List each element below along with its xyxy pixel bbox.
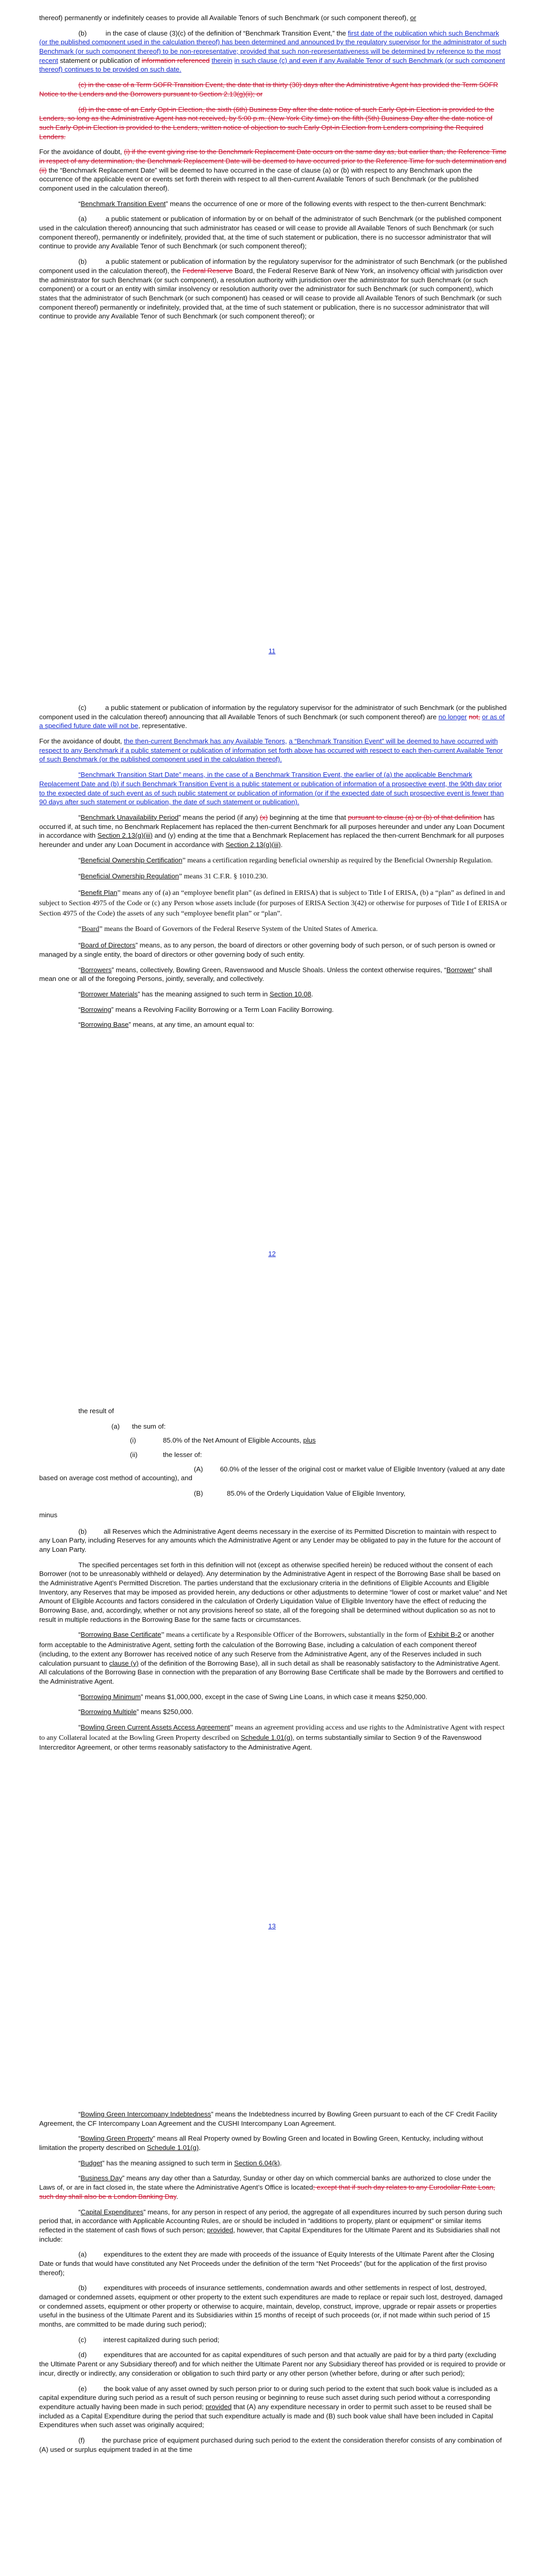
capex-clause-b: (b) expenditures with proceeds of insurance settlements, condemnation awards and other settlements in respect of lost, destroyed, damaged or condemned assets, equipment or other property to the extent such expenditures are made to replace or repair such lost, destroyed, damaged or condemned assets, equipment or other property or otherwise to acquire, maintain, develop, construct, improve, upgrade or repair assets or properties useful in the business of the Ultimate Parent and its Subsidiaries within 15 months of receipt of such proceeds (or, if not made within such period of 15 months, are committed to be made during such period);: [39, 2284, 503, 2329]
deleted-text: (x): [259, 813, 268, 821]
definition-benchmark-unavailability-period: “Benchmark Unavailability Period” means the period (if any) (x) beginning at the time that pursuant to clause (a) or (b) of that definition has occurred if, at such time, no Benchmark Replacement has replaced the then-current Benchmark for all purposes hereunder and under any Loan Document in accordance with Section 2.13(g)(iii) and (y) ending at the time that a Benchmark Replacement has replaced the then-current Benchmark for all purposes hereunder and under any Loan Document in accordance with Section 2.13(g)(iii).: [39, 813, 505, 849]
borrowing-base-minus: minus: [39, 1511, 58, 1519]
definition-board: “Board” means the Board of Governors of the Federal Reserve System of the United States of America.: [78, 925, 378, 934]
page-14-body: [39, 2110, 507, 2460]
definition-capital-expenditures: “Capital Expenditures” means, for any person in respect of any period, the aggregate of all expenditures incurred by such person during such period that, in accordance with Applicable Accounting Rules, are or should be included in “additions to property, plant or equipment” or similar items reflected in the statement of cash flows of such person; provided, however, that Capital Expenditures for the Ultimate Parent and its Subsidiaries shall not include:: [39, 2208, 502, 2243]
definition-business-day: “Business Day” means any day other than a Saturday, Sunday or other day on which commercial banks are authorized to close under the Laws of, or are in fact closed in, the state where the Administrative Agent’s Office is located; except that if such day relates to any Eurodollar Rate Loan, such day shall also be a London Banking Day.: [39, 2174, 496, 2200]
capex-clause-f: (f) the purchase price of equipment purchased during such period to the extent the consideration therefor consists of any combination of (A) used or surplus equipment traded in at the time: [39, 2436, 502, 2453]
borrowing-base-result: the result of: [78, 1407, 114, 1415]
paragraph-cessation-tail: thereof) permanently or indefinitely ceases to provide all Available Tenors of such Benchmark (or such component thereof), or: [39, 14, 417, 22]
page-12-body: [39, 703, 507, 1036]
page-number: 13: [268, 1922, 276, 1930]
clause-c-representative: (c) a public statement or publication of information by the regulatory supervisor for the administrator of such Benchmark (or the published component used in the calculation thereof) announcing that all Available Tenors of such Benchmark (or such component thereof) are no longer not, or as of a specified future date will not be, representative.: [39, 704, 507, 730]
definition-benchmark-transition-start-date: “Benchmark Transition Start Date” means, in the case of a Benchmark Transition Event, the earlier of (a) the applicable Benchmark Replacement Date and (b) if such Benchmark Transition Event is a public statement or publication of information of a prospective event, the 90th day prior to the expected date of such event as of such public statement or publication of information (or if the expected date of such prospective event is fewer than 90 days after such statement or publication, the date of such statement or publication).: [39, 771, 504, 806]
definition-beneficial-ownership-certification: “Beneficial Ownership Certification” means a certification regarding beneficial ownership as required by the Beneficial Ownership Regulation.: [78, 856, 493, 865]
clause-b-regulator: (b) a public statement or publication of information by the regulatory supervisor for the administrator of such Benchmark (or the published component used in the calculation thereof), the Federal Reserve Board, the Federal Reserve Bank of New York, an insolvency official with jurisdiction over the administrator for such Benchmark (or such component), a resolution authority with jurisdiction over the administrator for such Benchmark (or such component) or a court or an entity with similar insolvency or resolution authority over the administrator for such Benchmark (or such component), which states that the administrator of such Benchmark (or such component) has ceased or will cease to provide all Available Tenors of such Benchmark (or such component thereof) permanently or indefinitely, provided that, at the time of such statement or publication, there is no successor administrator that will continue to provide any Available Tenor of such Benchmark (or such component thereof); or: [39, 258, 507, 320]
deleted-text: (i) if the event giving rise to the Benchmark Replacement Date occurs on the same day as, but earlier than, the Reference Time in respect of any determination, the Benchmark Replacement Date will be deemed to have occurred prior to the Reference Time for such determination and (ii): [39, 148, 507, 174]
definition-borrowing-base: “Borrowing Base” means, at any time, an amount equal to:: [78, 1021, 254, 1029]
definition-borrowing: “Borrowing” means a Revolving Facility Borrowing or a Term Loan Facility Borrowing.: [78, 1005, 334, 1013]
borrowing-base-clause-B: (B) 85.0% of the Orderly Liquidation Value of Eligible Inventory,: [194, 1489, 406, 1498]
page-number: 12: [268, 1250, 276, 1258]
borrowing-base-specified-percentages: The specified percentages set forth in this definition will not (except as otherwise specified herein) be reduced without the consent of each Borrower (not to be unreasonably withheld or delayed). Any determination by the Administrative Agent in respect of the Borrowing Base shall be based on the Administrative Agent’s Permitted Discretion. The parties understand that the exclusionary criteria in the definitions of Eligible Accounts and Eligible Inventory, any Reserves that may be imposed as provided herein, any deductions or other adjustments to determine “lower of cost or market value” and Net Amount of Eligible Accounts and factors considered in the calculation of Orderly Liquidation Value of Eligible Inventory have the effect of reducing the Borrowing Base, and, accordingly, whether or not any provisions hereof so state, all of the foregoing shall be determined without duplication so as not to result in multiple reductions in the Borrowing Base for the same facts or circumstances.: [39, 1561, 507, 1623]
capex-clause-a: (a) expenditures to the extent they are made with proceeds of the issuance of Equity Interests of the Ultimate Parent after the Closing Date or funds that would have constituted any Net Proceeds under the definition of the term “Net Proceeds” (but for the application of the first proviso thereof);: [39, 2250, 494, 2277]
borrowing-base-clause-i: (i) 85.0% of the Net Amount of Eligible Accounts, plus: [130, 1436, 316, 1445]
definition-bowling-green-property: “Bowling Green Property” means all Real Property owned by Bowling Green and located in Bowling Green, Kentucky, including without limitation the property described on Schedule 1.01(g).: [39, 2134, 483, 2152]
capex-clause-d: (d) expenditures that are accounted for as capital expenditures of such person and that actually are paid for by a third party (excluding the Ultimate Parent or any Subsidiary thereof) and for which neither the Ultimate Parent nor any Subsidiary thereof has provided or is required to provide or incur, directly or indirectly, any consideration or obligation to such third party or any other person (whether before, during or after such period);: [39, 2351, 506, 2377]
inserted-text: the then-current Benchmark has any Available Tenors,: [124, 737, 287, 745]
paragraph-avoidance: For the avoidance of doubt, (i) if the event giving rise to the Benchmark Replacement Date occurs on the same day as, but earlier than, the Reference Time in respect of any determination, the Benchmark Replacement Date will be deemed to have occurred prior to the Reference Time for such determination and (ii) the “Benchmark Replacement Date” will be deemed to have occurred in the case of clause (a) or (b) with respect to any Benchmark upon the occurrence of the applicable event or events set forth therein with respect to all then-current Available Tenors of such Benchmark (or the published component used in the calculation thereof).: [39, 148, 507, 192]
definition-borrowing-multiple: “Borrowing Multiple” means $250,000.: [78, 1708, 193, 1716]
deleted-text: Federal Reserve: [182, 266, 233, 275]
inserted-text: first date of the publication which such Benchmark (or the published component used in the calculation thereof) has been determined and announced by the regulatory supervisor for the administrator of such Benchmark (or such component thereof) to be non-representative; provided that such non-representativeness will be determined by reference to the most recent: [39, 29, 507, 64]
definition-borrowers: “Borrowers” means, collectively, Bowling Green, Ravenswood and Muscle Shoals. Unless the context otherwise requires, “Borrower” shall mean one or all of the foregoing Persons, jointly, severally, and collectively.: [39, 965, 492, 983]
clause-a-cessation: (a) a public statement or publication of information by or on behalf of the administrator of such Benchmark (or the published component used in the calculation thereof) announcing that such administrator has ceased or will cease to provide all Available Tenors of such Benchmark (or such component thereof), permanently or indefinitely, provided that, at the time of such statement or publication, there is no successor administrator that will continue to provide any Available Tenor of such Benchmark (or such component thereof);: [39, 215, 502, 250]
deleted-text: information referenced: [141, 56, 210, 64]
clause-c-deleted: (c) in the case of a Term SOFR Transition Event, the date that is thirty (30) days after the Administrative Agent has provided the Term SOFR Notice to the Lenders and the Borrowers pursuant to Section 2.13(g)(ii); or: [39, 81, 498, 98]
inserted-text: a “Benchmark Transition Event” will be deemed to have occurred with respect to any Benchmark if a public statement or publication of information set forth above has occurred with respect to each then-current Available Tenor of such Benchmark (or the published component used in the calculation thereof).: [39, 737, 503, 764]
borrowing-base-clause-A: (A) 60.0% of the lesser of the original cost or market value of Eligible Inventory (valued at any date based on average cost method of accounting), and: [39, 1465, 505, 1482]
definition-bowling-green-intercompany: “Bowling Green Intercompany Indebtedness” means the Indebtedness incurred by Bowling Green pursuant to each of the CF Credit Facility Agreement, the CF Intercompany Loan Agreement and the CUSHI Intercompany Loan Agreement.: [39, 2110, 498, 2127]
inserted-text: therein: [211, 56, 233, 64]
borrowing-base-clause-a: (a) the sum of:: [111, 1422, 166, 1430]
inserted-text: or as of a specified future date will not be: [39, 713, 505, 730]
deleted-text: ; except that if such day relates to any Eurodollar Rate Loan, such day shall also be a London Banking Day: [39, 2183, 496, 2200]
deleted-text: pursuant to clause (a) or (b) of that definition: [348, 813, 482, 821]
definition-benefit-plan: “Benefit Plan” means any of (a) an “employee benefit plan” (as defined in ERISA) that is subject to Title I of ERISA, (b) a “plan” as defined in and subject to Section 4975 of the Code or (c) any Person whose assets include (for purposes of ERISA Section 3(42) or otherwise for purposes of Title I of ERISA or Section 4975 of the Code) the assets of any such “employee benefit plan” or “plan”.: [39, 889, 507, 918]
clause-b-nonrepresentative: (b) in the case of clause (3)(c) of the definition of “Benchmark Transition Event,” the first date of the publication which such Benchmark (or the published component used in the calculation thereof) has been determined and announced by the regulatory supervisor for the administrator of such Benchmark (or such component thereof) to be non-representative; provided that such non-representativeness will be determined by reference to the most recent statement or publication of information referenced therein in such clause (c) and even if any Available Tenor of such Benchmark (or such component thereof) continues to be provided on such date.: [39, 29, 507, 74]
definition-beneficial-ownership-regulation: “Beneficial Ownership Regulation” means 31 C.F.R. § 1010.230.: [78, 872, 268, 881]
clause-d-deleted: (d) in the case of an Early Opt-in Election, the sixth (6th) Business Day after the date notice of such Early Opt-in Election is provided to the Lenders, so long as the Administrative Agent has not received, by 5:00 p.m. (New York City time) on the fifth (5th) Business Day after the date notice of such Early Opt-in Election is provided to the Lenders, written notice of objection to such Early Opt-in Election from Lenders comprising the Required Lenders.: [39, 105, 494, 141]
capex-clause-c: (c) interest capitalized during such period;: [78, 2335, 220, 2344]
deleted-text: not,: [469, 713, 481, 721]
paragraph-avoidance-2: For the avoidance of doubt, the then-current Benchmark has any Available Tenors, a “Benchmark Transition Event” will be deemed to have occurred with respect to any Benchmark if a public statement or publication of information set forth above has occurred with respect to each then-current Available Tenor of such Benchmark (or the published component used in the calculation thereof).: [39, 737, 503, 764]
borrowing-base-clause-ii: (ii) the lesser of:: [130, 1451, 202, 1459]
definition-budget: “Budget” has the meaning assigned to such term in Section 6.04(k).: [78, 2159, 282, 2167]
borrowing-base-clause-b: (b) all Reserves which the Administrative Agent deems necessary in the exercise of its Permitted Discretion to maintain with respect to any Loan Party, including Reserves for any amounts which the Administrative Agent or any Lender may be obligated to pay in the future for the account of any Loan Party.: [39, 1527, 501, 1553]
definition-borrower-materials: “Borrower Materials” has the meaning assigned to such term in Section 10.08.: [78, 990, 314, 998]
inserted-text: in such clause (c) and even if any Available Tenor of such Benchmark (or such component thereof) continues to be provided on such date.: [39, 56, 505, 74]
page-11-body: [39, 13, 507, 327]
definition-bowling-green-access-agreement: “Bowling Green Current Assets Access Agreement” means an agreement providing access and use rights to the Administrative Agent with respect to any Collateral located at the Bowling Green Property described on Schedule 1.01(g), on terms substantially similar to Section 9 of the Ravenswood Intercreditor Agreement, or other terms reasonably satisfactory to the Administrative Agent.: [39, 1723, 505, 1752]
definition-borrowing-minimum: “Borrowing Minimum” means $1,000,000, except in the case of Swing Line Loans, in which case it means $250,000.: [78, 1692, 427, 1701]
capex-clause-e: (e) the book value of any asset owned by such person prior to or during such period to the extent that such book value is included as a capital expenditure during such period as a result of such person reusing or beginning to reuse such asset during such period without a corresponding expenditure actually having been made in such period; provided that (A) any expenditure necessary in order to permit such asset to be reused shall be included as a Capital Expenditure during the period that such expenditure actually is made and (B) such book value shall have been included in Capital Expenditures when such asset was originally acquired;: [39, 2384, 498, 2429]
definition-board-of-directors: “Board of Directors” means, as to any person, the board of directors or other governing body of such person, or of such person is owned or managed by a single entity, the board of directors or other governing body of such entity.: [39, 941, 496, 958]
inserted-text: no longer: [438, 713, 467, 721]
page-number: 11: [268, 647, 276, 655]
definition-borrowing-base-certificate: “Borrowing Base Certificate” means a certificate by a Responsible Officer of the Borrowers, substantially in the form of Exhibit B-2 or another form acceptable to the Administrative Agent, setting forth the calculation of the Borrowing Base, including a calculation of each component thereof (including, to the extent any Borrower has received notice of any such Reserve from the Administrative Agent, any of the Reserves included in such calculation pursuant to clause (y) of the definition of the Borrowing Base), all in such detail as shall be reasonably satisfactory to the Administrative Agent. All calculations of the Borrowing Base in connection with the preparation of any Borrowing Base Certificate shall be made by the Borrowers and certified to the Administrative Agent.: [39, 1631, 504, 1685]
definition-benchmark-transition-event: “Benchmark Transition Event” means the occurrence of one or more of the following events with respect to the then-current Benchmark:: [78, 199, 486, 208]
page-13-body: [39, 1406, 507, 1758]
